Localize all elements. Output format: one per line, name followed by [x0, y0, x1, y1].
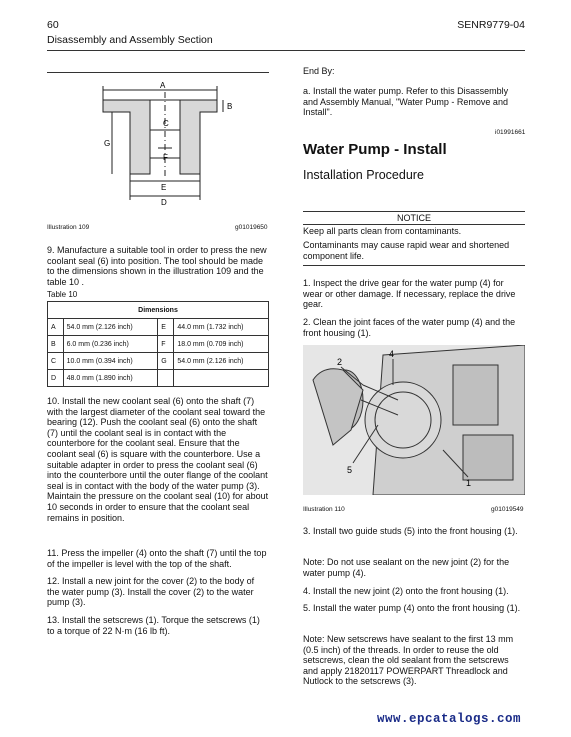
callout-4: 4 — [389, 349, 395, 359]
step-13: 13. Install the setscrews (1). Torque the setscrews (1) to a torque of 22 N·m (16 lb ft). — [47, 615, 260, 636]
table-cell: F — [158, 336, 174, 353]
table-cell — [158, 370, 174, 387]
notice-text-2: Contaminants may cause rapid wear and shortened component life. — [303, 240, 510, 261]
illustration-110-caption: Illustration 110 — [303, 506, 345, 513]
table-row — [48, 336, 269, 353]
dimensions-table — [47, 301, 269, 387]
table-cell: B — [48, 336, 64, 353]
callout-2: 2 — [337, 357, 343, 367]
callout-5: 5 — [347, 465, 353, 475]
illustration-109-code: g01019650 — [235, 224, 268, 231]
table-cell: 44.0 mm (1.732 inch) — [174, 319, 269, 336]
step-10: 10. Install the new coolant seal (6) onto the shaft (7) with the largest diameter of the coolant seal toward the bearing (12). Push the coolant seal (6) onto the shaft (7) until the coolant seal is in contact with the counterbore for the coolant seal. Ensure that the coolant seal (6) is square with the counterbore. Use a suitable adapter in order to press the coolant seal (6) into the counterbore until the outer flange of the coolant seal is in contact with the body of the water pump (3). Maintain the pressure on the coolant seal (10) for about 10 seconds in order to ensure that the coolant seal remains in position. — [47, 396, 269, 523]
end-by-label: End By: — [303, 66, 335, 76]
step-5: 5. Install the water pump (4) onto the front housing (1). — [303, 603, 521, 613]
table-cell: E — [158, 319, 174, 336]
step-2: 2. Clean the joint faces of the water pump (4) and the front housing (1). — [303, 317, 516, 338]
illustration-110-code: g01019549 — [491, 506, 524, 513]
note-2: Note: New setscrews have sealant to the first 13 mm (0.5 inch) of the threads. In order to reuse the old setscrews, clean the old sealant from the setscrews and apply 21820117 POWERPART Threadlock and Nutlock to the setscrews (3). — [303, 634, 514, 687]
note-1: Note: Do not use sealant on the new joint (2) for the water pump (4). — [303, 557, 510, 578]
reference-id: i01991661 — [495, 129, 526, 136]
notice-end-rule — [303, 265, 525, 266]
step-3: 3. Install two guide studs (5) into the front housing (1). — [303, 526, 518, 536]
table-caption: Table 10 — [47, 290, 78, 299]
seal-tool-drawing — [90, 78, 240, 213]
dim-label-c: C — [163, 119, 169, 128]
step-11: 11. Press the impeller (4) onto the shaft (7) until the top of the impeller is level with the top of the shaft. — [47, 548, 267, 569]
table-cell: 54.0 mm (2.126 inch) — [174, 353, 269, 370]
page-heading: Water Pump - Install — [303, 141, 447, 158]
step-12: 12. Install a new joint for the cover (2) to the body of the water pump (3). Install the cover (2) to the water pump (3). — [47, 576, 255, 608]
step-9: 9. Manufacture a suitable tool in order to press the new coolant seal (6) into position. The tool should be made to the dimensions shown in the illustration 109 and the table 10 . — [47, 245, 267, 287]
notice-bottom-rule — [303, 224, 525, 225]
end-by-step-a: a. Install the water pump. Refer to this Disassembly and Assembly Manual, "Water Pump - Remove and Install". — [303, 86, 509, 118]
notice-text-1: Keep all parts clean from contaminants. — [303, 226, 462, 236]
table-cell: A — [48, 319, 64, 336]
section-title: Disassembly and Assembly Section — [47, 34, 213, 46]
callout-1: 1 — [466, 478, 472, 488]
dim-label-a: A — [160, 81, 166, 90]
notice-title: NOTICE — [396, 213, 431, 223]
step-4: 4. Install the new joint (2) onto the front housing (1). — [303, 586, 509, 596]
water-pump-photo — [303, 345, 525, 495]
table-cell: D — [48, 370, 64, 387]
table-cell: 10.0 mm (0.394 inch) — [63, 353, 158, 370]
table-cell — [174, 370, 269, 387]
table-cell: C — [48, 353, 64, 370]
table-cell: G — [158, 353, 174, 370]
table-row — [48, 370, 269, 387]
table-cell: 54.0 mm (2.126 inch) — [63, 319, 158, 336]
table-cell: 48.0 mm (1.890 inch) — [63, 370, 158, 387]
table-row — [48, 319, 269, 336]
dim-label-d: D — [161, 198, 167, 207]
page-number: 60 — [47, 19, 59, 31]
header-rule — [47, 50, 525, 51]
table-cell: 6.0 mm (0.236 inch) — [63, 336, 158, 353]
notice-top-rule — [303, 211, 525, 212]
dim-label-e: E — [161, 183, 167, 192]
illustration-top-rule — [47, 72, 269, 73]
dim-label-b: B — [227, 102, 233, 111]
step-1: 1. Inspect the drive gear for the water pump (4) for wear or other damage. If necessary, replace the drive gear. — [303, 278, 516, 310]
table-row — [48, 353, 269, 370]
illustration-109-caption: Illustration 109 — [47, 224, 90, 231]
procedure-heading: Installation Procedure — [303, 168, 424, 182]
dim-label-g: G — [104, 139, 111, 148]
watermark-link[interactable]: www.epcatalogs.com — [376, 712, 521, 726]
table-title: Dimensions — [48, 302, 269, 319]
table-cell: 18.0 mm (0.709 inch) — [174, 336, 269, 353]
document-id: SENR9779-04 — [457, 19, 525, 31]
dim-label-f: F — [163, 153, 168, 162]
